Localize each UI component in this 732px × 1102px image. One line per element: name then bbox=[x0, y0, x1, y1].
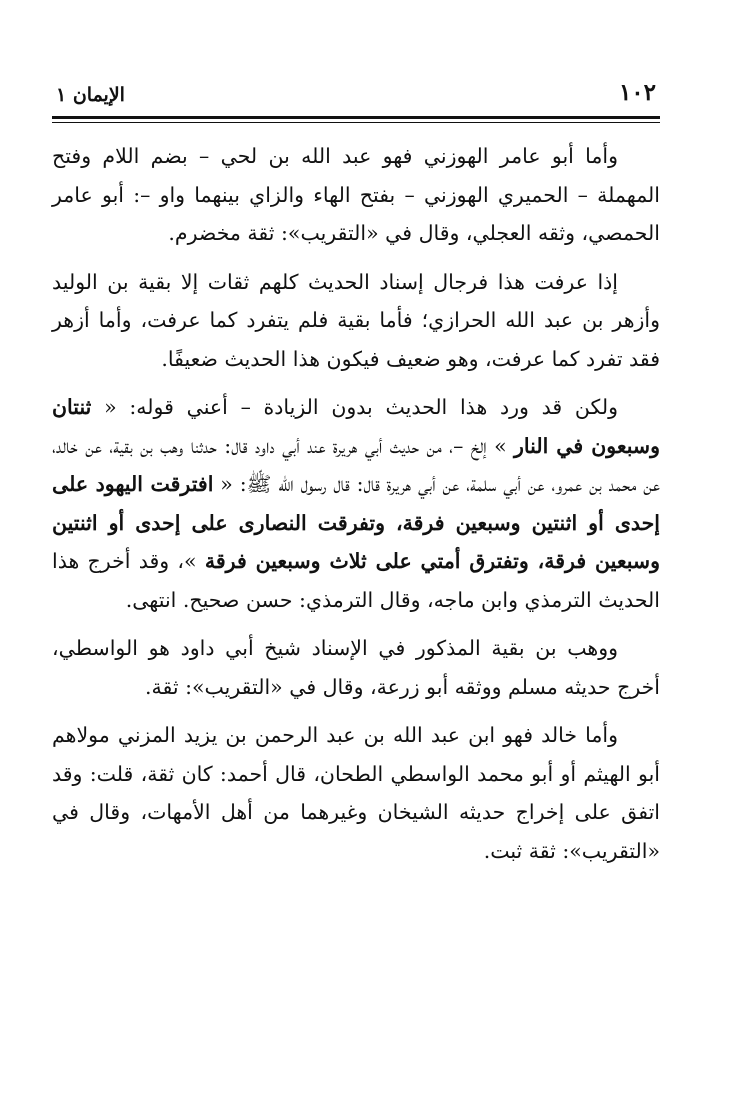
page-number: ١٠٢ bbox=[618, 79, 656, 106]
hadith-quote-1: ثنتان وسبعون في النار bbox=[52, 395, 661, 458]
paragraph-abu-amir bbox=[52, 137, 660, 253]
running-title: الإيمان ١ bbox=[56, 84, 125, 106]
paragraph-text: وأما أبو عامر الهوزني فهو عبد الله بن لحي – بضم اللام وفتح المهملة – الحميري الهوزني – بفتح الهاء والزاي بينهما واو –: أبو عامر الحمصي، وثقه العجلي، وقال في «التقريب»: ثقة مخضرم. bbox=[52, 144, 660, 245]
paragraph-text: » إلخ –، من حديث أبي هريرة عند أبي داود قال: حدثنا وهب بن بقية، عن خالد، عن محمد بن عمرو، عن أبي سلمة، عن أبي هريرة قال: قال رسول الله ﷺ: « bbox=[52, 433, 660, 496]
paragraph-khalid bbox=[52, 716, 660, 870]
body-text bbox=[52, 137, 660, 870]
paragraph-text: إذا عرفت هذا فرجال إسناد الحديث كلهم ثقات إلا بقية بن الوليد وأزهر بن عبد الله الحرازي؛ فأما بقية فلم يتفرد كما عرفت، وأما أزهر فقد تفرد كما عرفت، وهو ضعيف فيكون هذا الحديث ضعيفًا. bbox=[52, 269, 660, 371]
paragraph-text: »، وقد أخرج هذا الحديث الترمذي وابن ماجه، وقال الترمذي: حسن صحيح. انتهى. bbox=[52, 549, 660, 612]
paragraph-wahb bbox=[52, 629, 660, 706]
paragraph-text: ووهب بن بقية المذكور في الإسناد شيخ أبي داود هو الواسطي، أخرج حديثه مسلم ووثقه أبو زرعة، وقال في «التقريب»: ثقة. bbox=[52, 636, 660, 699]
paragraph-text: ولكن قد ورد هذا الحديث بدون الزيادة – أعني قوله: « bbox=[91, 395, 618, 419]
page-header bbox=[52, 66, 660, 106]
header-rule-thick bbox=[52, 116, 660, 119]
header-rule-thin bbox=[52, 122, 660, 123]
paragraph-isnad-conclusion bbox=[52, 263, 660, 379]
hadith-quote-2: افترقت اليهود على إحدى أو اثنتين وسبعين فرقة، وتفرقت النصارى على إحدى أو اثنتين وسبعين فرقة، وتفترق أمتي على ثلاث وسبعين فرقة bbox=[52, 472, 660, 573]
paragraph-text: وأما خالد فهو ابن عبد الله بن عبد الرحمن بن يزيد المزني مولاهم أبو الهيثم أو أبو محمد الواسطي الطحان، قال أحمد: كان ثقة، قلت: وقد اتفق على إخراج حديثه الشيخان وغيرهما من أهل الأمهات، وقال في «التقريب»: ثقة ثبت. bbox=[52, 723, 660, 863]
book-page bbox=[52, 66, 660, 880]
paragraph-hadith bbox=[52, 388, 660, 619]
